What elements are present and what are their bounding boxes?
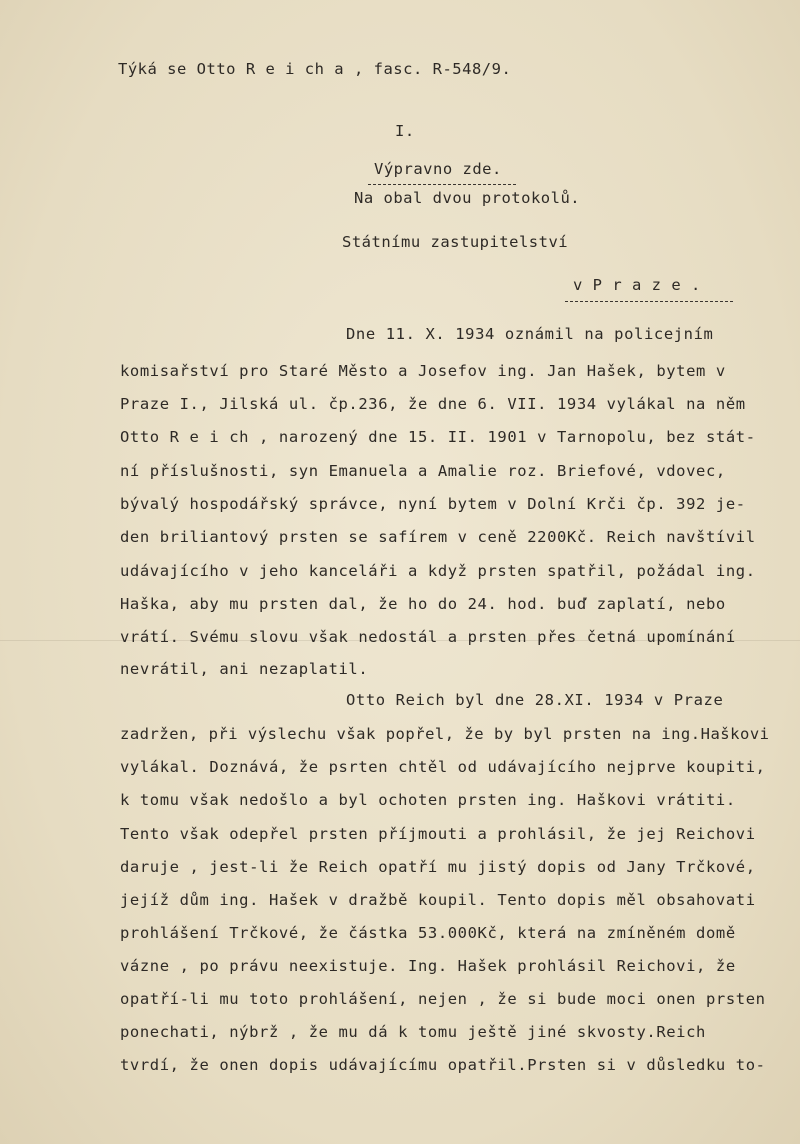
body-line: Praze I., Jilská ul. čp.236, že dne 6. VII. 1934 vylákal na něm	[120, 395, 746, 413]
body-line: komisařství pro Staré Město a Josefov ing. Jan Hašek, bytem v	[120, 362, 726, 380]
body-line: opatří-li mu toto prohlášení, nejen , že si bude moci onen prsten	[120, 990, 766, 1008]
recipient: Státnímu zastupitelství	[342, 233, 569, 251]
body-line: Otto Reich byl dne 28.XI. 1934 v Praze	[346, 691, 724, 709]
body-line: Haška, aby mu prsten dal, že ho do 24. hod. buď zaplatí, nebo	[120, 595, 726, 613]
body-line: vylákal. Doznává, že psrten chtěl od udávajícího nejprve koupiti,	[120, 758, 766, 776]
body-line: tvrdí, že onen dopis udávajícímu opatřil.Prsten si v důsledku to-	[120, 1056, 766, 1074]
dispatched-underline	[368, 184, 516, 185]
body-line: ní příslušnosti, syn Emanuela a Amalie roz. Briefové, vdovec,	[120, 462, 726, 480]
body-line: Otto R e i ch , narozený dne 15. II. 1901 v Tarnopolu, bez stát-	[120, 428, 756, 446]
section-number: I.	[395, 122, 415, 140]
body-line: k tomu však nedošlo a byl ochoten prsten ing. Haškovi vrátiti.	[120, 791, 736, 809]
body-line: den briliantový prsten se safírem v ceně 2200Kč. Reich navštívil	[120, 528, 756, 546]
dispatched-note: Výpravno zde.	[374, 160, 502, 178]
body-line: vrátí. Svému slovu však nedostál a prsten přes četná upomínání	[120, 628, 736, 646]
body-line: zadržen, při výslechu však popřel, že by byl prsten na ing.Haškovi	[120, 725, 770, 743]
body-line: daruje , jest-li že Reich opatří mu jistý dopis od Jany Trčkové,	[120, 858, 756, 876]
place-underline	[565, 301, 733, 302]
recipient-place: v P r a z e .	[573, 276, 701, 294]
file-reference: Týká se Otto R e i ch a , fasc. R-548/9.	[118, 60, 512, 78]
body-line: Dne 11. X. 1934 oznámil na policejním	[346, 325, 714, 343]
body-line: nevrátil, ani nezaplatil.	[120, 660, 369, 678]
body-line: ponechati, nýbrž , že mu dá k tomu ještě jiné skvosty.Reich	[120, 1023, 706, 1041]
body-line: Tento však odepřel prsten příjmouti a prohlásil, že jej Reichovi	[120, 825, 756, 843]
body-line: jejíž dům ing. Hašek v dražbě koupil. Tento dopis měl obsahovati	[120, 891, 756, 909]
body-line: udávajícího v jeho kanceláři a když prsten spatřil, požádal ing.	[120, 562, 756, 580]
body-line: prohlášení Trčkové, že částka 53.000Kč, která na zmíněném domě	[120, 924, 736, 942]
body-line: vázne , po právu neexistuje. Ing. Hašek prohlásil Reichovi, že	[120, 957, 736, 975]
cover-note: Na obal dvou protokolů.	[354, 189, 581, 207]
body-line: bývalý hospodářský správce, nyní bytem v Dolní Krči čp. 392 je-	[120, 495, 746, 513]
